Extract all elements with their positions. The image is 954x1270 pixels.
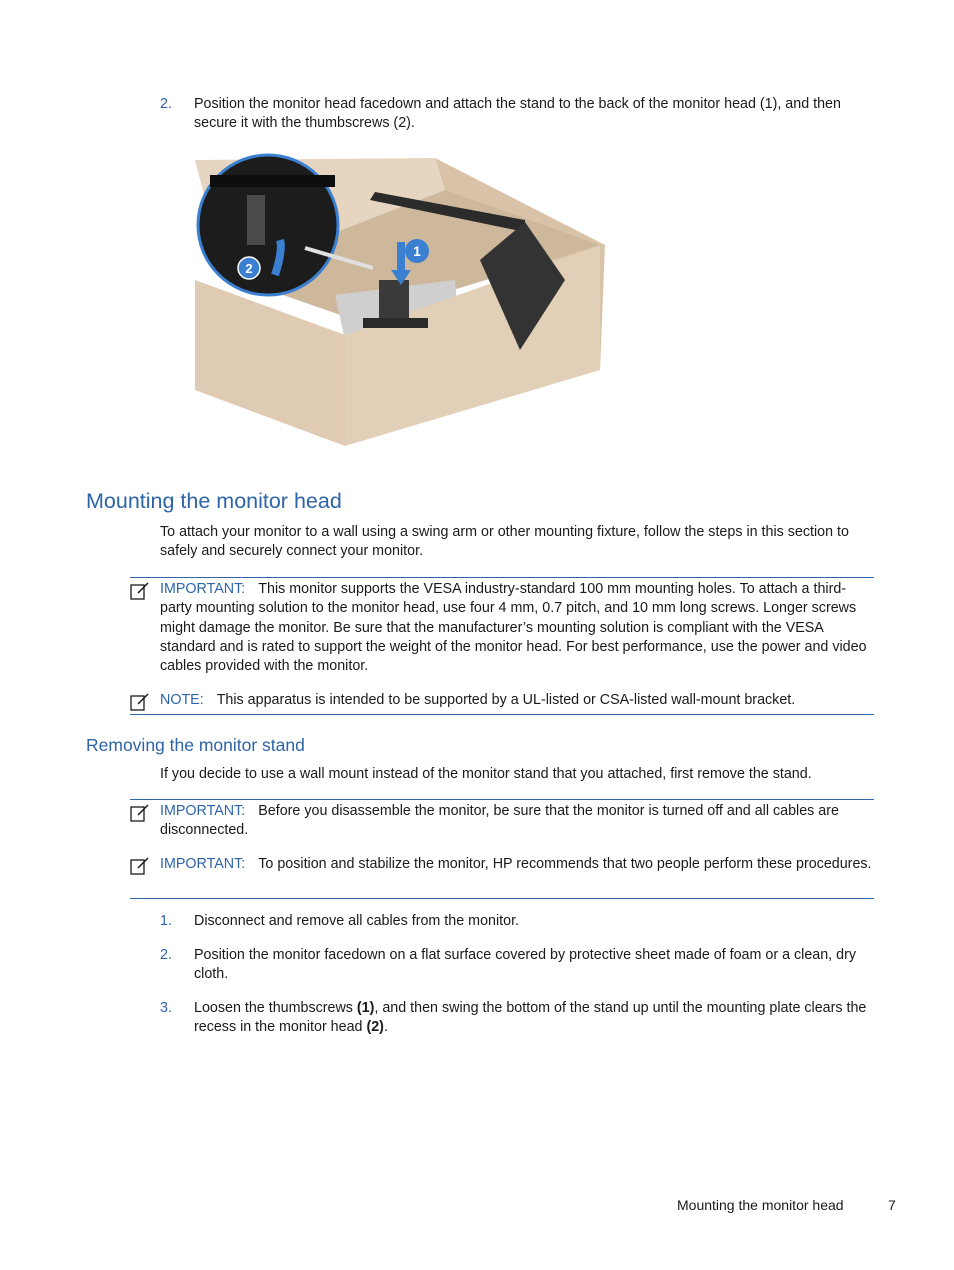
step-2-text: Position the monitor facedown on a flat surface covered by protective sheet made of foam or a clean, dry cloth.	[194, 947, 856, 983]
callout-2-label: 2	[245, 261, 253, 276]
subsection-intro: If you decide to use a wall mount instead of the monitor stand that you attached, first remove the stand.	[160, 766, 812, 782]
important-2-bottom-rule	[130, 898, 874, 899]
step-3-bold-a: (1)	[356, 1000, 375, 1016]
detail-bracket	[247, 195, 265, 245]
step-3-text	[194, 999, 884, 1038]
step-3-text-c: .	[383, 1019, 388, 1036]
detail-bezel	[210, 175, 335, 187]
step-3-text-a: Loosen the thumbscrews	[194, 1000, 357, 1016]
note-label: NOTE:	[160, 692, 204, 708]
arrow-1-shaft	[397, 242, 405, 272]
important-1-label: IMPORTANT:	[160, 803, 246, 819]
callout-1-label: 1	[413, 243, 421, 259]
step-3-text-b: , and then swing the bottom of the stand up until the mounting plate clears the recess in the monitor head	[194, 1000, 867, 1036]
important-label: IMPORTANT:	[160, 581, 246, 597]
stand-neck	[379, 280, 409, 320]
important-1-text: Before you disassemble the monitor, be sure that the monitor is turned off and all cables are disconnected.	[160, 803, 839, 839]
section-intro: To attach your monitor to a wall using a swing arm or other mounting fixture, follow the steps in this section to safely and securely connect your monitor.	[160, 524, 849, 560]
note-icon	[130, 693, 150, 711]
important-2-note	[160, 855, 875, 874]
stand-attachment-illustration	[195, 150, 610, 450]
footer-section-name: Mounting the monitor head	[677, 1197, 844, 1213]
important-2-icon	[130, 857, 150, 875]
step-2-number: 2.	[160, 947, 172, 963]
important-text: This monitor supports the VESA industry-standard 100 mm mounting holes. To attach a third-party mounting solution to the monitor head, use four 4 mm, 0.7 pitch, and 10 mm long screws. Longer screws might damage the monitor. Be sure that the manufacturer’s mounting solution is compliant with the VESA standard and is rated to support the weight of the monitor head. For best performance, use the power and video cables provided with the monitor.	[160, 581, 867, 675]
important-2-label: IMPORTANT:	[160, 856, 246, 872]
subsection-title: Removing the monitor stand	[86, 735, 305, 755]
step-number: 2.	[160, 96, 172, 112]
note	[160, 691, 875, 710]
note-bottom-rule	[130, 714, 874, 715]
important-1-icon	[130, 804, 150, 822]
stand-base	[363, 318, 428, 328]
important-top-rule	[130, 577, 874, 578]
important-1-note	[160, 802, 875, 841]
step-3-bold-b: (2)	[366, 1019, 384, 1036]
step-1-number: 1.	[160, 913, 172, 929]
important-2-text: To position and stabilize the monitor, HP recommends that two people perform these procedures.	[258, 856, 872, 872]
step-text: Position the monitor head facedown and attach the stand to the back of the monitor head (1), and then secure it with the thumbscrews (2).	[194, 96, 841, 132]
footer-page-number: 7	[888, 1197, 896, 1213]
note-text: This apparatus is intended to be supported by a UL-listed or CSA-listed wall-mount bracket.	[216, 692, 796, 708]
important-1-top-rule	[130, 799, 874, 800]
important-note-icon	[130, 582, 150, 600]
step-3-number: 3.	[160, 1000, 172, 1016]
section-title: Mounting the monitor head	[86, 489, 342, 513]
step-1-text: Disconnect and remove all cables from the monitor.	[194, 913, 520, 929]
important-note	[160, 580, 875, 676]
